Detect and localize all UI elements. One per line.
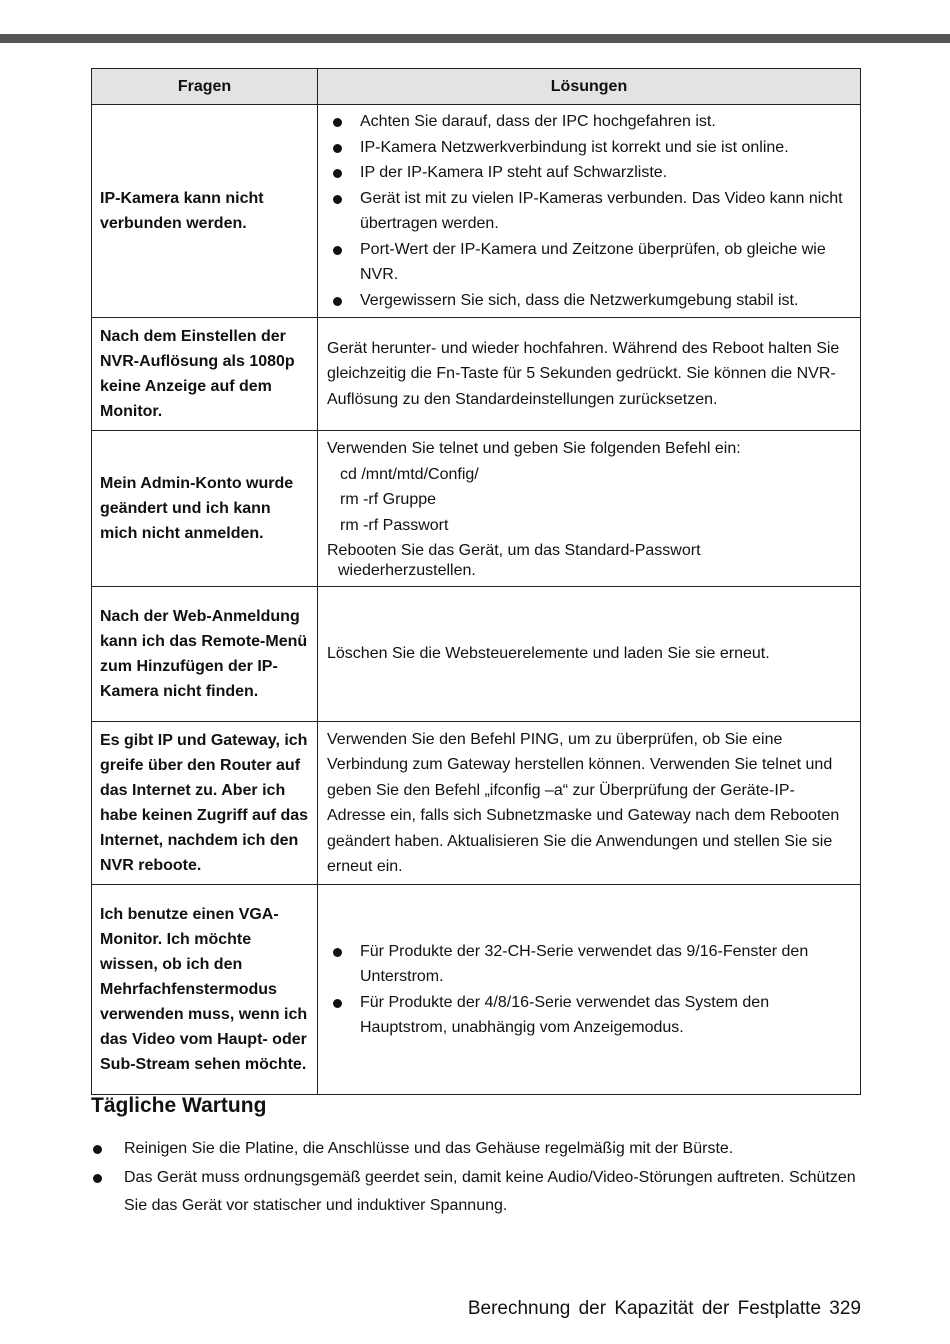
list-item: Für Produkte der 32-CH-Serie verwendet das 9/16-Fenster den Unterstrom. [327,939,851,990]
question-cell: Es gibt IP und Gateway, ich greife über den Router auf das Internet zu. Aber ich habe keinen Zugriff auf das Internet, nachdem ich den NVR reboote. [92,722,318,885]
list-item: Gerät ist mit zu vielen IP-Kameras verbunden. Das Video kann nicht übertragen werden. [327,186,851,237]
answer-intro: Verwenden Sie telnet und geben Sie folgenden Befehl ein: [327,440,741,457]
list-item: Vergewissern Sie sich, dass die Netzwerkumgebung stabil ist. [327,288,851,314]
answer-cell [318,885,861,1095]
answer-cell: Gerät herunter- und wieder hochfahren. Während des Reboot halten Sie gleichzeitig die Fn-Taste für 5 Sekunden gedrückt. Sie können die NVR-Auflösung zu den Standardeinstellungen zurücksetzen. [318,318,861,431]
answer-cell [318,105,861,318]
table-header-row [92,69,861,105]
page-number: 329 [829,1298,861,1319]
command-line: cd /mnt/mtd/Config/ [340,465,479,483]
list-item: Das Gerät muss ordnungsgemäß geerdet sein, damit keine Audio/Video-Störungen auftreten. Schützen Sie das Gerät vor statischer und induktiver Spannung. [91,1164,861,1221]
answer-cell: Löschen Sie die Websteuerelemente und laden Sie sie erneut. [318,587,861,722]
footer-title: Berechnung der Kapazität der Festplatte [467,1298,822,1319]
answer-bullet-list [327,109,851,313]
question-cell: Nach dem Einstellen der NVR-Auflösung als 1080p keine Anzeige auf dem Monitor. [92,318,318,431]
question-cell: Nach der Web-Anmeldung kann ich das Remote-Menü zum Hinzufügen der IP-Kamera nicht finden. [92,587,318,722]
answer-cell [318,431,861,587]
answer-cell: Verwenden Sie den Befehl PING, um zu überprüfen, ob Sie eine Verbindung zum Gateway herstellen können. Verwenden Sie telnet und geben Sie den Befehl „ifconfig –a“ zur Überprüfung der Geräte-IP-Adresse ein, falls sich Subnetzmaske und Gateway nach dem Rebooten geändert haben. Aktualisieren Sie die Anwendungen und stellen Sie sie erneut ein. [318,722,861,885]
table-row [92,105,861,318]
section-title: Tägliche Wartung [91,1094,267,1117]
table-row [92,318,861,431]
faq-table [91,68,861,1095]
table-row [92,885,861,1095]
table-row [92,431,861,587]
top-rule [0,34,950,43]
command-line: rm -rf Gruppe [340,491,437,508]
answer-bullet-list [327,939,851,1041]
table-row [92,722,861,885]
question-cell: IP-Kamera kann nicht verbunden werden. [92,105,318,318]
list-item: Reinigen Sie die Platine, die Anschlüsse und das Gehäuse regelmäßig mit der Bürste. [91,1135,861,1164]
command-line: rm -rf Passwort [340,516,449,534]
list-item: Port-Wert der IP-Kamera und Zeitzone überprüfen, ob gleiche wie NVR. [327,237,851,288]
list-item: IP der IP-Kamera IP steht auf Schwarzliste. [327,160,851,186]
header-solutions: Lösungen [318,69,861,105]
answer-outro: Rebooten Sie das Gerät, um das Standard-Passwort [327,542,701,559]
answer-outro-continued: wiederherzustellen. [338,562,476,579]
header-questions: Fragen [92,69,318,105]
list-item: IP-Kamera Netzwerkverbindung ist korrekt und sie ist online. [327,135,851,161]
maintenance-list [91,1135,861,1221]
question-cell: Ich benutze einen VGA-Monitor. Ich möchte wissen, ob ich den Mehrfachfenstermodus verwenden muss, wenn ich das Video vom Haupt- oder Sub-Stream sehen möchte. [92,885,318,1095]
list-item: Für Produkte der 4/8/16-Serie verwendet das System den Hauptstrom, unabhängig vom Anzeigemodus. [327,990,851,1041]
question-cell: Mein Admin-Konto wurde geändert und ich kann mich nicht anmelden. [92,431,318,587]
page-footer [468,1298,861,1320]
table-row [92,587,861,722]
list-item: Achten Sie darauf, dass der IPC hochgefahren ist. [327,109,851,135]
